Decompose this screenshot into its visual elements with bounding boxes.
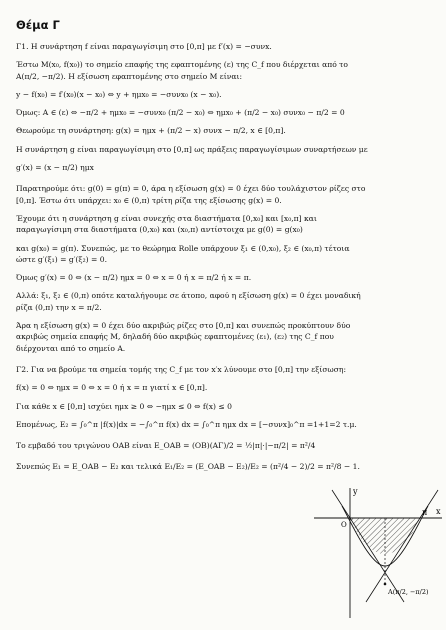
text-line: Άρα η εξίσωση g(x) = 0 έχει δύο ακριβώς ρίζες στο [0,π] και συνεπώς προκύπτουν δύο — [16, 321, 351, 331]
label-origin: O — [341, 521, 347, 529]
text-line: ρίζα (0,π) την x = π/2. — [16, 302, 102, 312]
text-line: f(x) = 0 ⇔ ημx = 0 ⇔ x = 0 ή x = π γιατί x ∈ [0,π]. — [16, 383, 208, 393]
text-line: διέρχονται από το σημείο A. — [16, 343, 126, 353]
text-line: παραγωγίσιμη στα διαστήματα (0,x₀) και (x₀,π) αντίστοιχα με g(0) = g(x₀) — [16, 225, 303, 235]
label-x: x — [436, 507, 441, 516]
text-line: Γ2. Για να βρούμε τα σημεία τομής της C_f με τον x′x λύνουμε στο [0,π] την εξίσωση: — [16, 364, 347, 374]
text-line: Αλλά: ξ₁, ξ₂ ∈ (0,π) οπότε καταλήγουμε σε άτοπο, αφού η εξίσωση g(x) = 0 έχει μοναδική — [16, 291, 361, 301]
text-line: Όμως g′(x) = 0 ⇔ (x − π/2) ημx = 0 ⇔ x = 0 ή x = π/2 ή x = π. — [16, 273, 252, 283]
section-title: Θέμα Γ — [16, 18, 60, 32]
label-pi: π — [422, 508, 428, 517]
text-line: Γ1. Η συνάρτηση f είναι παραγωγίσιμη στο [0,π] με f′(x) = −συνx. — [16, 42, 272, 51]
text-line: ώστε g′(ξ₁) = g′(ξ₂) = 0. — [16, 254, 108, 264]
text-line: Έστω M(x₀, f(x₀)) το σημείο επαφής της εφαπτομένης (ε) της C_f που διέρχεται από το — [16, 60, 348, 70]
text-line: Έχουμε ότι η συνάρτηση g είναι συνεχής στα διαστήματα [0,x₀] και [x₀,π] και — [16, 213, 317, 223]
text-line: Επομένως, E₂ = ∫₀^π |f(x)|dx = −∫₀^π f(x) dx = ∫₀^π ημx dx = [−συνx]₀^π =1+1=2 τ.μ. — [16, 419, 357, 429]
text-line: Θεωρούμε τη συνάρτηση: g(x) = ημx + (π/2 − x) συνx − π/2, x ∈ [0,π]. — [16, 126, 286, 136]
text-line: Η συνάρτηση g είναι παραγωγίσιμη στο [0,π] ως πράξεις παραγωγίσιμων συναρτήσεων με — [16, 144, 368, 154]
text-line: και g(x₀) = g(π). Συνεπώς, με το θεώρημα Rolle υπάρχουν ξ₁ ∈ (0,x₀), ξ₂ ∈ (x₀,π) τέτοια — [16, 243, 350, 253]
solution-text — [16, 41, 432, 473]
text-line: Όμως: A ∈ (ε) ⇔ −π/2 + ημx₀ = −συνx₀ (π/2 − x₀) ⇔ ημx₀ + (π/2 − x₀) συνx₀ − π/2 = 0 — [16, 108, 345, 118]
text-line: Για κάθε x ∈ [0,π] ισχύει ημx ≥ 0 ⇔ −ημx ≤ 0 ⇔ f(x) ≤ 0 — [16, 401, 232, 411]
text-line: Συνεπώς E₁ = E_OAB − E₂ και τελικά E₁/E₂ = (E_OAB − E₂)/E₂ = (π²/4 − 2)/2 = π²/8 − 1. — [16, 462, 360, 472]
text-line: ακριβώς σημεία επαφής M, δηλαδή δύο ακριβώς εφαπτομένες (ε₁), (ε₂) της C_f που — [16, 332, 334, 342]
text-line: g′(x) = (x − π/2) ημx — [16, 163, 94, 173]
text-line: A(π/2, −π/2). Η εξίσωση εφαπτομένης στο σημείο M είναι: — [16, 71, 243, 81]
label-y: y — [353, 487, 358, 496]
text-line: [0,π]. Έστω ότι υπάρχει: x₀ ∈ (0,π) τρίτη ρίζα της εξίσωσης g(x) = 0. — [16, 195, 282, 205]
area-figure — [312, 480, 444, 620]
text-line: y − f(x₀) = f′(x₀)(x − x₀) ⇔ y + ημx₀ = −συνx₀ (x − x₀). — [16, 89, 222, 99]
point-a-marker — [384, 583, 387, 586]
text-line: Το εμβαδό του τριγώνου OAB είναι E_OAB = (OB)(AΓ)/2 = ½|π|·|−π/2| = π²/4 — [16, 441, 316, 451]
text-line: Παρατηρούμε ότι: g(0) = g(π) = 0, άρα η εξίσωση g(x) = 0 έχει δύο τουλάχιστον ρίζες στο — [16, 184, 366, 194]
label-point-a: A(π/2, −π/2) — [388, 588, 429, 596]
